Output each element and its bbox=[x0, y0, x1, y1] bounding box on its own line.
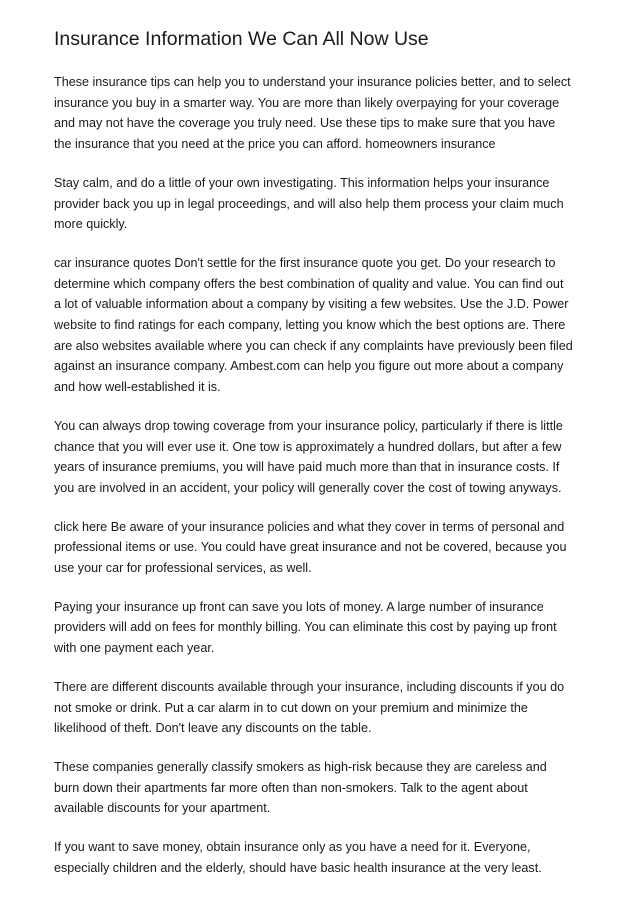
paragraph-smokers: These companies generally classify smokers as high-risk because they are careless and burn down their apartments far more often than non-smokers. Talk to the agent about available discounts for your apartment. bbox=[54, 759, 547, 816]
paragraph-quotes: car insurance quotes Don't settle for the first insurance quote you get. Do your research to determine which company offers the best combination of quality and value. You can find out a lot of valuable information about a company by visiting a few websites. Use the J.D. Power website to find ratings for each company, letting you know which the best options are. There are also websites available where you can check if any complaints have previously been filed against an insurance company. Ambest.com can help you figure out more about a company and how well-established it is. bbox=[54, 255, 573, 395]
paragraph-towing: You can always drop towing coverage from your insurance policy, particularly if there is little chance that you will ever use it. One tow is approximately a hundred dollars, but after a few years of insurance premiums, you will have paid much more than that in insurance costs. If you are involved in an accident, your policy will generally cover the cost of towing anyways. bbox=[54, 418, 563, 495]
paragraph-intro: These insurance tips can help you to understand your insurance policies better, and to select insurance you buy in a smarter way. You are more than likely overpaying for your coverage and may not have the coverage you truly need. Use these tips to make sure that you have the insurance that you need at the price you can afford. homeowners insurance bbox=[54, 75, 571, 152]
document-title: Insurance Information We Can All Now Use bbox=[54, 28, 429, 50]
paragraph-discounts: There are different discounts available through your insurance, including discounts if you do not smoke or drink. Put a car alarm in to cut down on your premium and minimize the likelihood of theft. Don't leave any discounts on the table. bbox=[54, 679, 565, 736]
paragraph-policies: click here Be aware of your insurance policies and what they cover in terms of personal and professional items or use. You could have great insurance and not be covered, because you use your car for professional services, as well. bbox=[54, 519, 567, 576]
paragraph-stay-calm: Stay calm, and do a little of your own investigating. This information helps your insurance provider back you up in legal proceedings, and will also help them process your claim much more quickly. bbox=[54, 175, 564, 232]
document-page bbox=[54, 26, 590, 897]
paragraph-save-money: If you want to save money, obtain insurance only as you have a need for it. Everyone, especially children and the elderly, should have basic health insurance at the very least. bbox=[54, 840, 542, 875]
paragraph-pay-upfront: Paying your insurance up front can save you lots of money. A large number of insurance providers will add on fees for monthly billing. You can eliminate this cost by paying up front with one payment each year. bbox=[54, 599, 557, 656]
